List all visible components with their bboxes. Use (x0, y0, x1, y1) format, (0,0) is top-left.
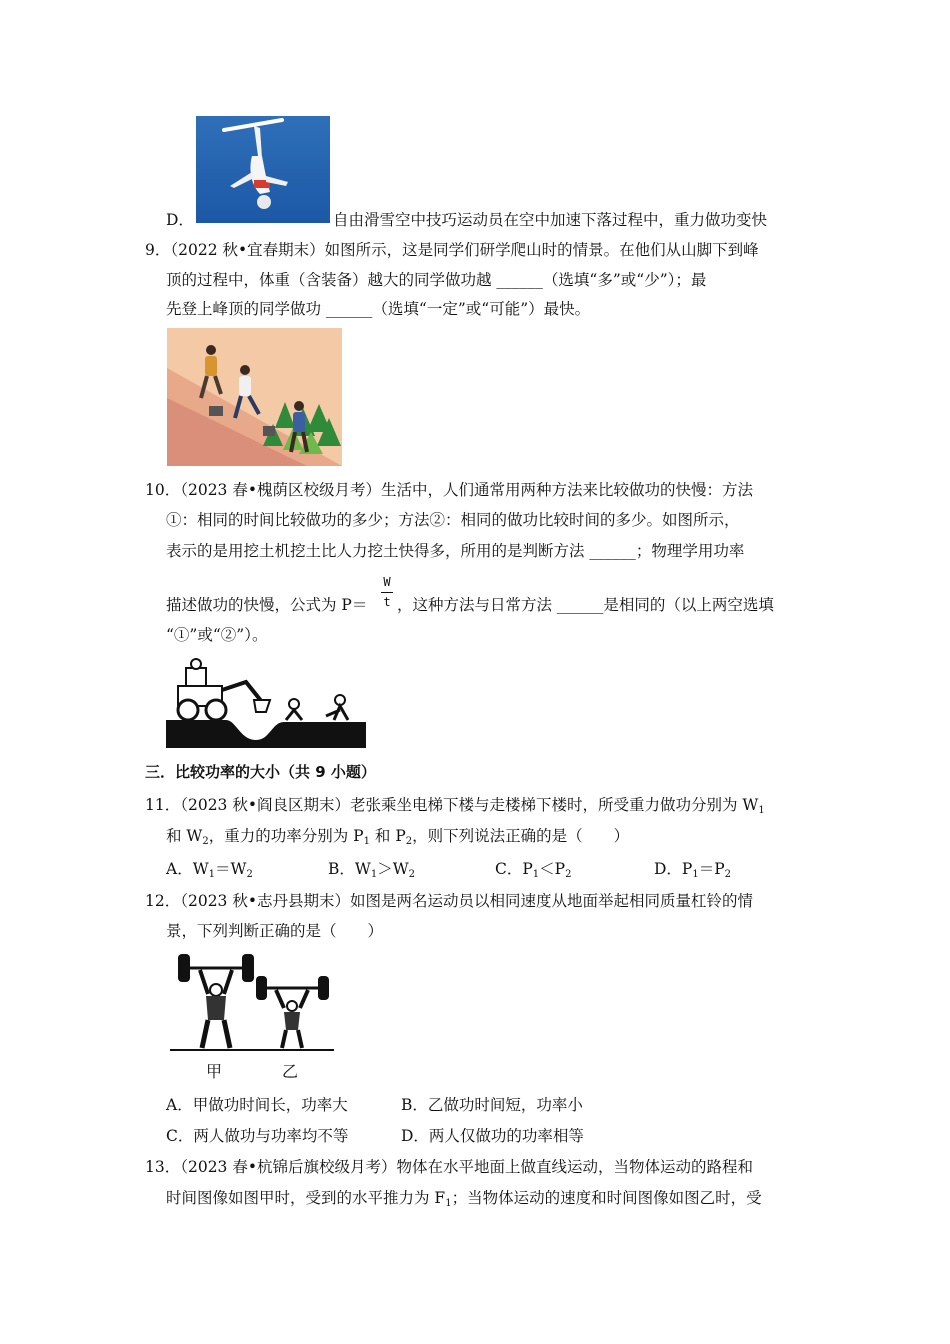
q11-line-1-sub: 1 (758, 805, 765, 816)
q11-option-a[interactable] (166, 859, 253, 885)
q11-option-d-sub1: 1 (692, 869, 699, 880)
q11-option-c-pre: C．P (495, 860, 533, 878)
q10-line-3: 表示的是用挖土机挖土比人力挖土快得多，所用的是判断方法 ______；物理学用功率 (166, 542, 745, 560)
q11-line-2-a: 和 W (166, 827, 203, 845)
q11-option-a-mid: ＝W (215, 860, 247, 878)
q11-line-2-sub2: 1 (363, 836, 370, 847)
q11-option-b-pre: B．W (328, 860, 371, 878)
q11-option-c[interactable] (495, 859, 571, 885)
q11-line-2-b: ，重力的功率分别为 P (208, 827, 364, 845)
q11-option-d[interactable] (654, 859, 731, 885)
q13-line-2-sub: 1 (445, 1198, 452, 1209)
q11-line-2-d: ，则下列说法正确的是（ ） (412, 827, 630, 845)
q11-option-d-pre: D．P (654, 860, 693, 878)
q11-option-c-mid: ＜P (539, 860, 566, 878)
q10-line-2: ①：相同的时间比较做功的多少；方法②：相同的做功比较时间的多少。如图所示， (166, 511, 740, 529)
q12-option-d[interactable]: D．两人仅做功的功率相等 (401, 1127, 584, 1145)
q9-line-2: 顶的过程中，体重（含装备）越大的同学做功越 ______（选填“多”或“少”）；最 (166, 271, 707, 289)
hiking-image (167, 328, 342, 466)
q13-line-2-a: 时间图像如图甲时，受到的水平推力为 F (166, 1189, 446, 1207)
excavator-image (166, 656, 366, 748)
q11-line-1-text: 11．（2023 秋•阎良区期末）老张乘坐电梯下楼与走楼梯下楼时，所受重力做功分别为 W (145, 796, 759, 814)
q10-line-1: 10．（2023 春•槐荫区校级月考）生活中，人们通常用两种方法来比较做功的快慢：方法 (145, 481, 753, 499)
q11-option-b-sub1: 1 (370, 869, 378, 880)
q8-option-d-text: 自由滑雪空中技巧运动员在空中加速下落过程中，重力做功变快 (333, 211, 768, 229)
q11-option-c-sub1: 1 (532, 869, 540, 880)
q11-option-c-sub2: 2 (565, 869, 572, 880)
q12-option-b[interactable]: B．乙做功时间短，功率小 (401, 1096, 583, 1114)
q11-line-2-c: 和 P (369, 827, 406, 845)
q11-option-b-sub2: 2 (408, 869, 416, 880)
power-formula-fraction (379, 573, 395, 613)
q11-option-d-mid: ＝P (698, 860, 725, 878)
q11-line-2-sub3: 2 (405, 836, 413, 847)
q11-option-a-sub1: 1 (208, 869, 216, 880)
q10-line-5: “①”或“②”）。 (166, 626, 268, 644)
q10-line-4-pre: 描述做功的快慢，公式为 P＝ (166, 596, 368, 614)
q11-line-2-sub1: 2 (202, 836, 209, 847)
fraction-denominator: t (383, 595, 391, 609)
skier-image (196, 116, 330, 223)
fraction-numerator: W (383, 575, 391, 589)
q8-option-d-label: D． (166, 211, 194, 229)
q12-option-c[interactable]: C．两人做功与功率均不等 (166, 1127, 349, 1145)
q11-option-a-sub2: 2 (246, 869, 253, 880)
q11-option-a-pre: A．W (166, 860, 209, 878)
q13-line-2-b: ；当物体运动的速度和时间图像如图乙时，受 (451, 1189, 762, 1207)
label-jia: 甲 (206, 1062, 223, 1081)
q13-line-1: 13．（2023 春•杭锦后旗校级月考）物体在水平地面上做直线运动，当物体运动的路程和 (145, 1158, 753, 1176)
q11-line-2 (166, 826, 629, 852)
q10-line-4-post: ，这种方法与日常方法 ______是相同的（以上两空选填 (397, 596, 774, 614)
q11-option-d-sub2: 2 (724, 869, 732, 880)
section-3-title: 三．比较功率的大小（共 9 小题） (145, 763, 376, 781)
q13-line-2 (166, 1188, 762, 1214)
q9-line-3: 先登上峰顶的同学做功 ______（选填“一定”或“可能”）最快。 (166, 300, 591, 318)
q11-line-1 (145, 795, 765, 821)
q9-line-1: 9．（2022 秋•宜春期末）如图所示，这是同学们研学爬山时的情景。在他们从山脚下到峰 (145, 241, 759, 259)
q11-option-b-mid: ＞W (377, 860, 409, 878)
q12-option-a[interactable]: A．甲做功时间长，功率大 (166, 1096, 348, 1114)
q12-line-2: 景，下列判断正确的是（ ） (166, 922, 384, 940)
q12-line-1: 12．（2023 秋•志丹县期末）如图是两名运动员以相同速度从地面举起相同质量杠铃的情 (145, 892, 753, 910)
q11-option-b[interactable] (328, 859, 415, 885)
label-yi: 乙 (282, 1062, 299, 1081)
weightlifters-image (168, 950, 336, 1060)
